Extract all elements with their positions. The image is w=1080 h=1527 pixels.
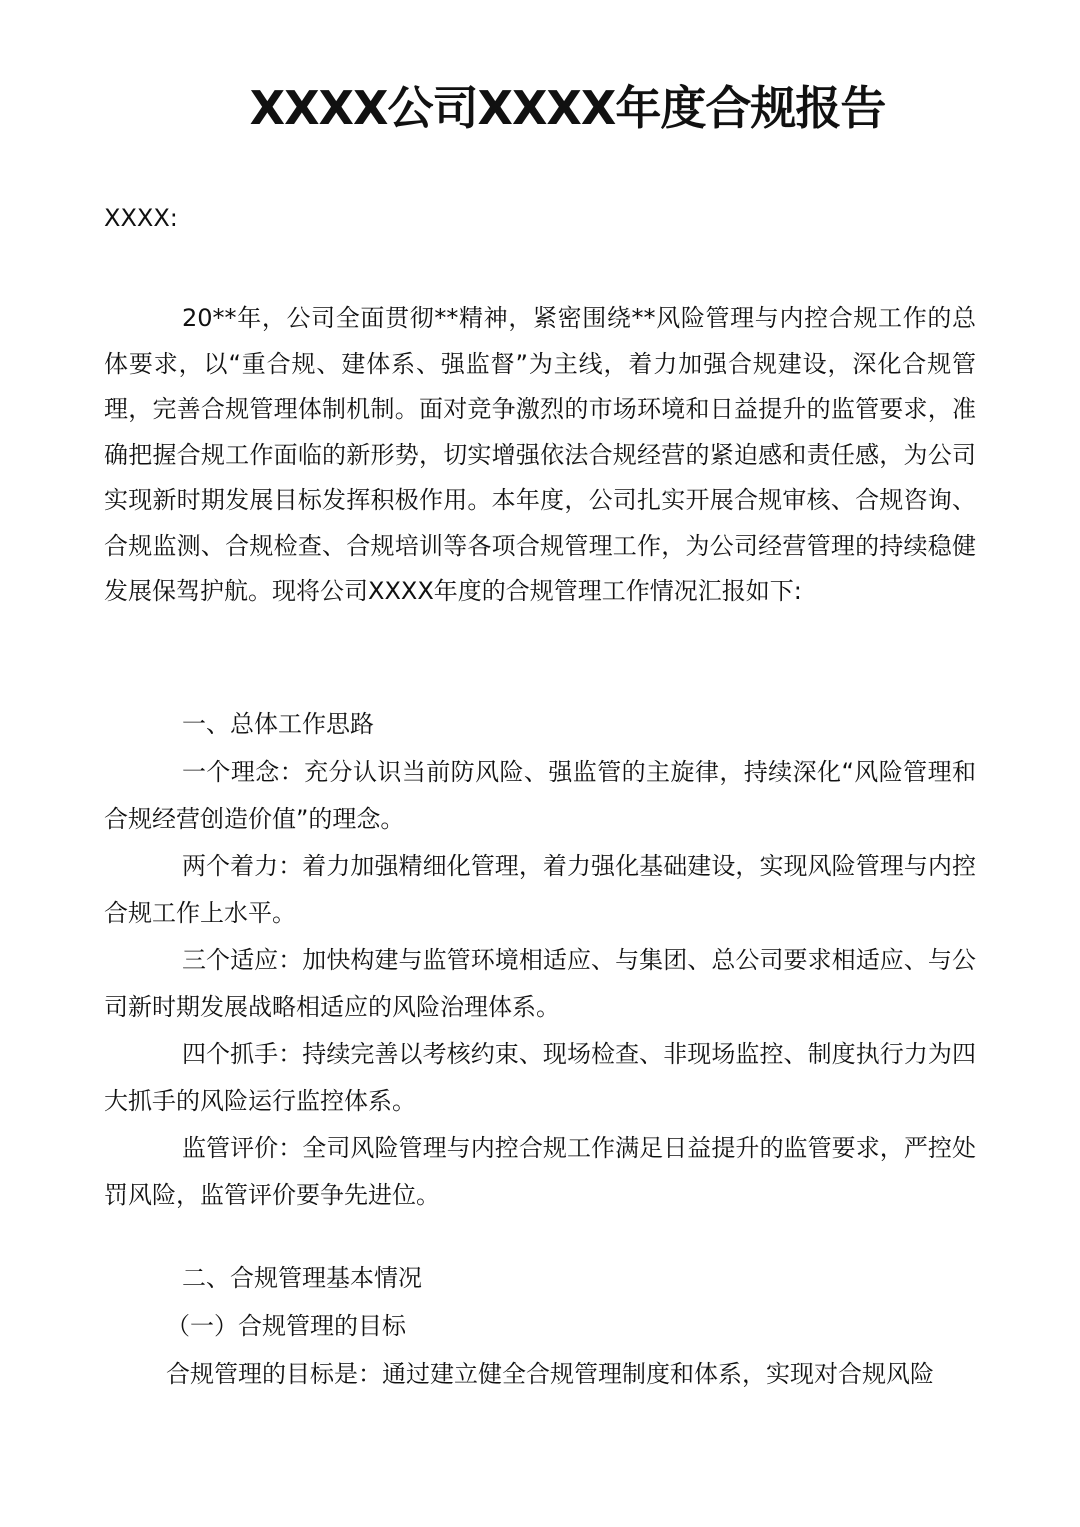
principle-item: 监管评价：全司风险管理与内控合规工作满足日益提升的监管要求，严控处罚风险，监管评价要争先进位。 [104, 1134, 976, 1209]
intro-paragraph: 20**年，公司全面贯彻**精神，紧密围绕**风险管理与内控合规工作的总体要求，以“重合规、建体系、强监督”为主线，着力加强合规建设，深化合规管理，完善合规管理体制机制。面对竞争激烈的市场环境和日益提升的监管要求，准确把握合规工作面临的新形势，切实增强依法合规经营的紧迫感和责任感，为公司实现新时期发展目标发挥积极作用。本年度，公司扎实开展合规审核、合规咨询、合规监测、合规检查、合规培训等各项合规管理工作，为公司经营管理的持续稳健发展保驾护航。现将公司XXXX年度的合规管理工作情况汇报如下: [104, 304, 976, 605]
document-title: XXXX公司XXXX年度合规报告 [249, 81, 886, 135]
principle-item: 一个理念：充分认识当前防风险、强监管的主旋律，持续深化“风险管理和合规经营创造价值”的理念。 [104, 758, 976, 833]
principle-item: 两个着力：着力加强精细化管理，着力强化基础建设，实现风险管理与内控合规工作上水平。 [104, 852, 976, 927]
principle-item: 三个适应：加快构建与监管环境相适应、与集团、总公司要求相适应、与公司新时期发展战略相适应的风险治理体系。 [104, 946, 976, 1021]
section-one-items [104, 749, 976, 1219]
principle-item: 四个抓手：持续完善以考核约束、现场检查、非现场监控、制度执行力为四大抓手的风险运行监控体系。 [104, 1040, 976, 1115]
section-two-subheading: （一）合规管理的目标 [166, 1312, 406, 1340]
section-two-heading: 二、合规管理基本情况 [182, 1264, 422, 1292]
goal-text: 合规管理的目标是：通过建立健全合规管理制度和体系，实现对合规风险 [166, 1360, 934, 1388]
salutation: XXXX: [104, 204, 178, 232]
section-one-heading: 一、总体工作思路 [182, 710, 374, 738]
